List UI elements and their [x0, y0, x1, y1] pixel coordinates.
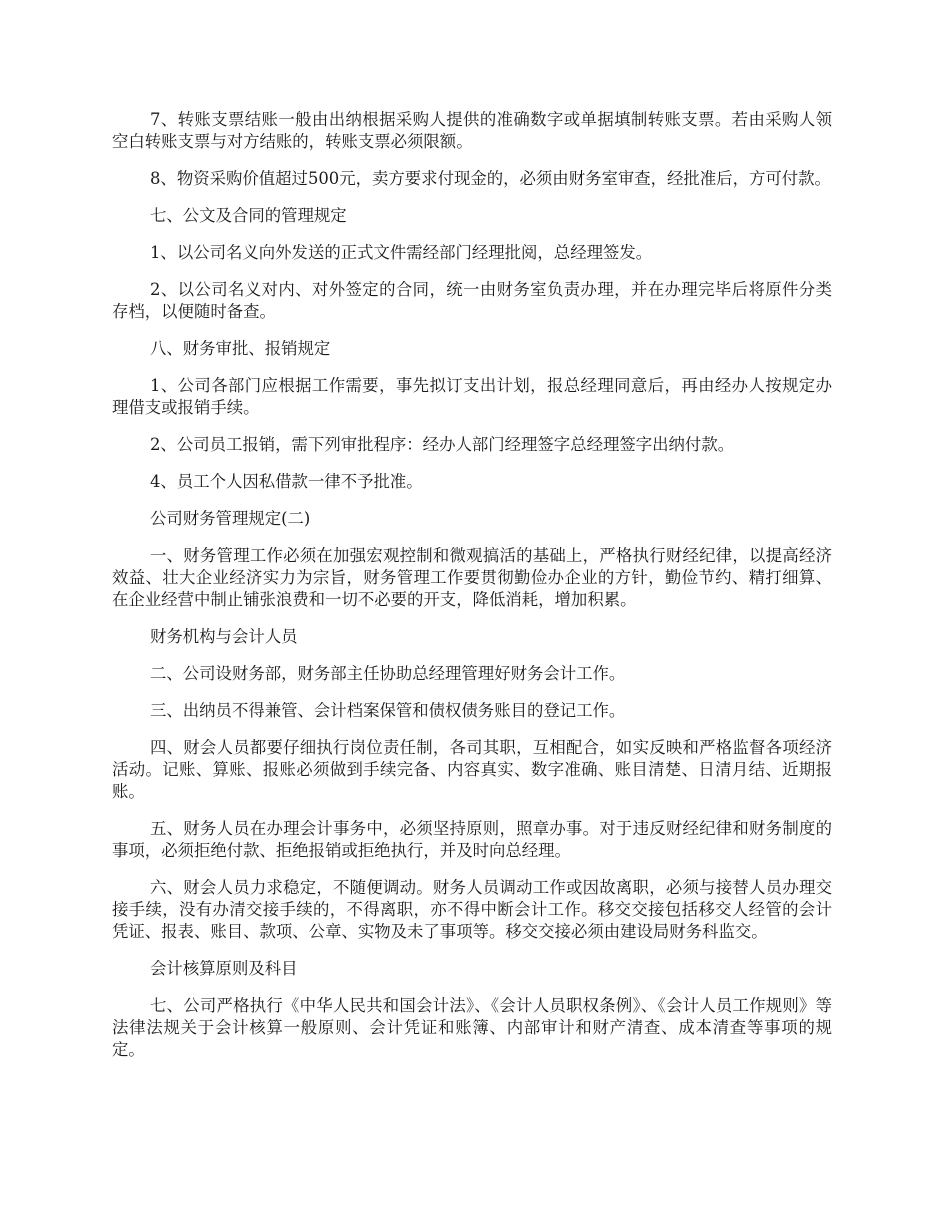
paragraph: 2、公司员工报销，需下列审批程序：经办人部门经理签字总经理签字出纳付款。 [150, 435, 735, 454]
paragraph: 1、公司各部门应根据工作需要，事先拟订支出计划，报总经理同意后，再由经办人按规定办理借支或报销手续。 [112, 376, 832, 417]
paragraph: 三、出纳员不得兼管、会计档案保管和债权债务账目的登记工作。 [150, 701, 626, 720]
paragraph: 四、财会人员都要仔细执行岗位责任制，各司其职，互相配合，如实反映和严格监督各项经济活动。记账、算账、报账必须做到手续完备、内容真实、数字准确、账目清楚、日清月结、近期报账。 [112, 738, 832, 801]
section-heading: 会计核算原则及科目 [150, 959, 298, 978]
section-heading: 八、财务审批、报销规定 [150, 339, 331, 358]
paragraph: 4、员工个人因私借款一律不予批准。 [150, 472, 423, 491]
section-heading: 七、公文及合同的管理规定 [150, 206, 347, 225]
section-heading: 财务机构与会计人员 [150, 627, 298, 646]
paragraph: 2、以公司名义对内、对外签定的合同，统一由财务室负责办理，并在办理完毕后将原件分类存档，以便随时备查。 [112, 280, 832, 321]
paragraph: 七、公司严格执行《中华人民共和国会计法》、《会计人员职权条例》、《会计人员工作规则》等法律法规关于会计核算一般原则、会计凭证和账簿、内部审计和财产清查、成本清查等事项的规定。 [112, 996, 832, 1059]
paragraph: 8、物资采购价值超过500元，卖方要求付现金的，必须由财务室审查，经批准后，方可付款。 [150, 169, 831, 188]
paragraph: 7、转账支票结账一般由出纳根据采购人提供的准确数字或单据填制转账支票。若由采购人领空白转账支票与对方结账的，转账支票必须限额。 [112, 110, 832, 151]
paragraph: 五、财务人员在办理会计事务中，必须坚持原则，照章办事。对于违反财经纪律和财务制度的事项，必须拒绝付款、拒绝报销或拒绝执行，并及时向总经理。 [112, 819, 832, 860]
section-heading: 公司财务管理规定(二) [150, 509, 311, 528]
paragraph: 一、财务管理工作必须在加强宏观控制和微观搞活的基础上，严格执行财经纪律，以提高经济效益、壮大企业经济实力为宗旨，财务管理工作要贯彻勤俭办企业的方针，勤俭节约、精打细算、在企业经营中制止铺张浪费和一切不必要的开支，降低消耗，增加积累。 [112, 546, 832, 609]
paragraph: 六、财会人员力求稳定，不随便调动。财务人员调动工作或因故离职，必须与接替人员办理交接手续，没有办清交接手续的，不得离职，亦不得中断会计工作。移交交接包括移交人经管的会计凭证、报表、账目、款项、公章、实物及未了事项等。移交交接必须由建设局财务科监交。 [112, 878, 832, 941]
paragraph: 二、公司设财务部，财务部主任协助总经理管理好财务会计工作。 [150, 664, 626, 683]
paragraph: 1、以公司名义向外发送的正式文件需经部门经理批阅，总经理签发。 [150, 243, 653, 262]
document-body [112, 109, 832, 1076]
